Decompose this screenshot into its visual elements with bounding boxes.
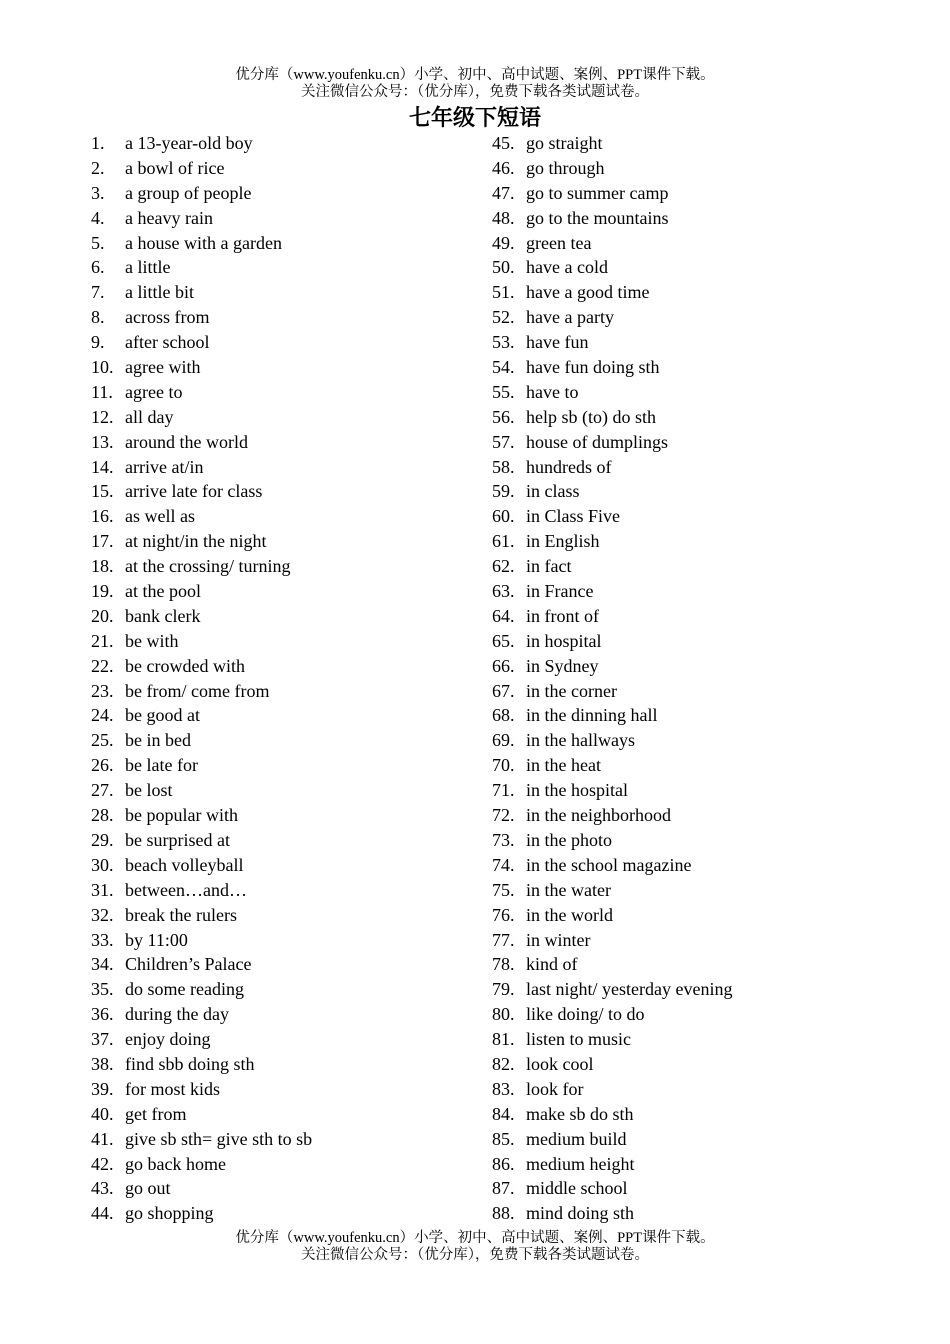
list-item	[91, 1052, 471, 1077]
item-phrase: beach volleyball	[125, 854, 244, 875]
item-number: 16.	[91, 506, 114, 527]
list-item	[91, 853, 471, 878]
item-number: 35.	[91, 979, 114, 1000]
item-phrase: go to the mountains	[526, 207, 669, 228]
item-number: 53.	[492, 332, 515, 353]
item-number: 27.	[91, 780, 114, 801]
item-number: 33.	[91, 929, 114, 950]
item-number: 88.	[492, 1203, 515, 1224]
list-item	[91, 504, 471, 529]
item-phrase: in winter	[526, 929, 591, 950]
list-item	[492, 156, 892, 181]
item-number: 61.	[492, 531, 515, 552]
list-item	[492, 1176, 892, 1201]
item-phrase: in the heat	[526, 755, 601, 776]
item-number: 68.	[492, 705, 515, 726]
item-number: 31.	[91, 879, 114, 900]
item-number: 23.	[91, 680, 114, 701]
item-phrase: go shopping	[125, 1203, 214, 1224]
item-number: 66.	[492, 655, 515, 676]
list-item	[91, 181, 471, 206]
item-number: 22.	[91, 655, 114, 676]
item-phrase: be in bed	[125, 730, 191, 751]
item-number: 47.	[492, 182, 515, 203]
item-phrase: get from	[125, 1103, 187, 1124]
list-item	[91, 1077, 471, 1102]
footer-site-line: 优分库（www.youfenku.cn）小学、初中、高中试题、案例、PPT课件下载。	[235, 1230, 715, 1246]
list-item	[91, 380, 471, 405]
list-item	[492, 405, 892, 430]
item-phrase: between…and…	[125, 879, 247, 900]
item-number: 60.	[492, 506, 515, 527]
item-phrase: in France	[526, 581, 594, 602]
list-item	[91, 1027, 471, 1052]
page-header	[0, 67, 950, 101]
item-number: 12.	[91, 406, 114, 427]
page-footer	[0, 1230, 950, 1264]
item-phrase: go to summer camp	[526, 182, 669, 203]
item-phrase: at the crossing/ turning	[125, 556, 291, 577]
item-number: 85.	[492, 1128, 515, 1149]
list-item	[492, 579, 892, 604]
item-phrase: go out	[125, 1178, 171, 1199]
list-item	[492, 928, 892, 953]
item-number: 19.	[91, 581, 114, 602]
list-item	[492, 1077, 892, 1102]
item-phrase: as well as	[125, 506, 195, 527]
item-number: 36.	[91, 1004, 114, 1025]
item-number: 75.	[492, 879, 515, 900]
item-phrase: by 11:00	[125, 929, 188, 950]
item-phrase: in the hospital	[526, 780, 628, 801]
item-number: 30.	[91, 854, 114, 875]
list-item	[492, 355, 892, 380]
list-item	[492, 529, 892, 554]
item-phrase: have fun doing sth	[526, 357, 660, 378]
item-number: 83.	[492, 1078, 515, 1099]
item-phrase: in class	[526, 481, 580, 502]
list-item	[91, 903, 471, 928]
item-number: 24.	[91, 705, 114, 726]
list-item	[91, 554, 471, 579]
item-phrase: Children’s Palace	[125, 954, 252, 975]
item-number: 2.	[91, 157, 105, 178]
item-phrase: a little	[125, 257, 171, 278]
list-item	[91, 654, 471, 679]
list-item	[91, 679, 471, 704]
item-phrase: arrive at/in	[125, 456, 204, 477]
item-phrase: in the neighborhood	[526, 805, 671, 826]
header-wechat-line: 关注微信公众号：（优分库），免费下载各类试题试卷。	[301, 84, 649, 100]
item-number: 73.	[492, 829, 515, 850]
list-item	[91, 778, 471, 803]
item-phrase: arrive late for class	[125, 481, 263, 502]
list-item	[91, 455, 471, 480]
list-item	[91, 728, 471, 753]
list-item	[91, 131, 471, 156]
list-item	[91, 355, 471, 380]
item-number: 18.	[91, 556, 114, 577]
list-item	[91, 255, 471, 280]
item-number: 3.	[91, 182, 105, 203]
item-phrase: a bowl of rice	[125, 157, 225, 178]
list-item	[91, 305, 471, 330]
item-number: 46.	[492, 157, 515, 178]
item-phrase: in the dinning hall	[526, 705, 658, 726]
item-phrase: have fun	[526, 332, 589, 353]
item-number: 71.	[492, 780, 515, 801]
item-number: 72.	[492, 805, 515, 826]
item-phrase: in front of	[526, 605, 599, 626]
list-item	[91, 803, 471, 828]
list-item	[91, 952, 471, 977]
item-number: 70.	[492, 755, 515, 776]
list-item	[492, 977, 892, 1002]
list-item	[492, 330, 892, 355]
item-phrase: enjoy doing	[125, 1029, 211, 1050]
item-number: 25.	[91, 730, 114, 751]
list-item	[91, 479, 471, 504]
item-number: 54.	[492, 357, 515, 378]
item-phrase: be crowded with	[125, 655, 245, 676]
item-phrase: do some reading	[125, 979, 244, 1000]
item-phrase: at the pool	[125, 581, 201, 602]
item-phrase: find sbb doing sth	[125, 1053, 255, 1074]
item-number: 41.	[91, 1128, 114, 1149]
item-phrase: like doing/ to do	[526, 1004, 645, 1025]
list-item	[91, 977, 471, 1002]
item-number: 21.	[91, 630, 114, 651]
item-phrase: agree with	[125, 357, 201, 378]
item-phrase: medium build	[526, 1128, 627, 1149]
header-site-line: 优分库（www.youfenku.cn）小学、初中、高中试题、案例、PPT课件下载。	[235, 67, 715, 83]
item-number: 7.	[91, 282, 105, 303]
item-phrase: help sb (to) do sth	[526, 406, 656, 427]
list-item	[492, 1027, 892, 1052]
list-item	[492, 903, 892, 928]
item-number: 52.	[492, 307, 515, 328]
list-item	[492, 430, 892, 455]
list-item	[492, 803, 892, 828]
phrase-list-left	[91, 131, 471, 1226]
list-item	[492, 778, 892, 803]
item-phrase: medium height	[526, 1153, 635, 1174]
item-phrase: have a cold	[526, 257, 608, 278]
item-number: 49.	[492, 232, 515, 253]
item-phrase: be from/ come from	[125, 680, 270, 701]
item-phrase: kind of	[526, 954, 578, 975]
item-phrase: in hospital	[526, 630, 602, 651]
item-number: 42.	[91, 1153, 114, 1174]
list-item	[492, 654, 892, 679]
item-phrase: break the rulers	[125, 904, 237, 925]
item-phrase: a 13-year-old boy	[125, 133, 253, 153]
item-number: 4.	[91, 207, 105, 228]
item-number: 28.	[91, 805, 114, 826]
list-item	[492, 479, 892, 504]
phrase-list-right	[492, 131, 892, 1226]
item-number: 6.	[91, 257, 105, 278]
item-number: 78.	[492, 954, 515, 975]
item-phrase: a little bit	[125, 282, 194, 303]
list-item	[492, 703, 892, 728]
item-phrase: for most kids	[125, 1078, 221, 1099]
item-number: 1.	[91, 133, 105, 153]
item-phrase: make sb do sth	[526, 1103, 634, 1124]
item-number: 82.	[492, 1053, 515, 1074]
list-item	[91, 629, 471, 654]
list-item	[492, 1102, 892, 1127]
item-number: 67.	[492, 680, 515, 701]
list-item	[91, 231, 471, 256]
item-number: 57.	[492, 431, 515, 452]
item-number: 74.	[492, 854, 515, 875]
item-phrase: agree to	[125, 381, 183, 402]
item-number: 50.	[492, 257, 515, 278]
list-item	[492, 305, 892, 330]
list-item	[492, 679, 892, 704]
item-number: 64.	[492, 605, 515, 626]
list-item	[91, 1002, 471, 1027]
item-phrase: middle school	[526, 1178, 628, 1199]
item-number: 26.	[91, 755, 114, 776]
item-number: 77.	[492, 929, 515, 950]
item-phrase: have a party	[526, 307, 614, 328]
list-item	[91, 1152, 471, 1177]
item-phrase: listen to music	[526, 1029, 631, 1050]
item-phrase: in Class Five	[526, 506, 621, 527]
list-item	[492, 1152, 892, 1177]
list-item	[492, 1127, 892, 1152]
item-phrase: be good at	[125, 705, 200, 726]
item-phrase: be lost	[125, 780, 173, 801]
item-phrase: around the world	[125, 431, 248, 452]
item-number: 55.	[492, 381, 515, 402]
item-phrase: in the photo	[526, 829, 612, 850]
item-phrase: all day	[125, 406, 174, 427]
item-number: 86.	[492, 1153, 515, 1174]
item-number: 39.	[91, 1078, 114, 1099]
item-number: 58.	[492, 456, 515, 477]
list-item	[91, 280, 471, 305]
item-phrase: last night/ yesterday evening	[526, 979, 733, 1000]
item-number: 5.	[91, 232, 105, 253]
item-phrase: give sb sth= give sth to sb	[125, 1128, 313, 1149]
list-item	[91, 753, 471, 778]
item-phrase: in the world	[526, 904, 613, 925]
item-phrase: in the water	[526, 879, 611, 900]
list-item	[492, 853, 892, 878]
item-phrase: in fact	[526, 556, 572, 577]
item-phrase: after school	[125, 332, 210, 353]
item-number: 80.	[492, 1004, 515, 1025]
item-number: 40.	[91, 1103, 114, 1124]
item-number: 10.	[91, 357, 114, 378]
item-phrase: a house with a garden	[125, 232, 282, 253]
list-item	[492, 255, 892, 280]
item-number: 13.	[91, 431, 114, 452]
item-phrase: be popular with	[125, 805, 238, 826]
item-phrase: hundreds of	[526, 456, 612, 477]
item-phrase: in Sydney	[526, 655, 599, 676]
item-number: 79.	[492, 979, 515, 1000]
item-phrase: bank clerk	[125, 605, 201, 626]
item-phrase: be surprised at	[125, 829, 230, 850]
item-number: 65.	[492, 630, 515, 651]
list-item	[91, 579, 471, 604]
item-number: 76.	[492, 904, 515, 925]
list-item	[492, 952, 892, 977]
list-item	[492, 1002, 892, 1027]
item-number: 37.	[91, 1029, 114, 1050]
item-number: 45.	[492, 133, 515, 153]
item-number: 51.	[492, 282, 515, 303]
item-number: 56.	[492, 406, 515, 427]
item-number: 69.	[492, 730, 515, 751]
list-item	[492, 753, 892, 778]
list-item	[492, 1201, 892, 1226]
footer-wechat-line: 关注微信公众号：（优分库），免费下载各类试题试卷。	[301, 1247, 649, 1263]
list-item	[492, 380, 892, 405]
item-number: 43.	[91, 1178, 114, 1199]
list-item	[91, 1102, 471, 1127]
item-phrase: go straight	[526, 133, 603, 153]
item-number: 48.	[492, 207, 515, 228]
list-item	[492, 828, 892, 853]
list-item	[91, 405, 471, 430]
item-phrase: green tea	[526, 232, 592, 253]
list-item	[492, 554, 892, 579]
item-number: 59.	[492, 481, 515, 502]
item-number: 29.	[91, 829, 114, 850]
list-item	[492, 181, 892, 206]
item-number: 32.	[91, 904, 114, 925]
item-phrase: during the day	[125, 1004, 229, 1025]
list-item	[492, 1052, 892, 1077]
list-item	[91, 156, 471, 181]
list-item	[492, 455, 892, 480]
item-phrase: look cool	[526, 1053, 594, 1074]
list-item	[91, 1127, 471, 1152]
list-item	[91, 878, 471, 903]
list-item	[492, 206, 892, 231]
list-item	[492, 131, 892, 156]
item-phrase: have to	[526, 381, 579, 402]
list-item	[91, 330, 471, 355]
list-item	[91, 703, 471, 728]
item-phrase: go back home	[125, 1153, 226, 1174]
list-item	[91, 1176, 471, 1201]
item-number: 63.	[492, 581, 515, 602]
list-item	[492, 504, 892, 529]
item-number: 34.	[91, 954, 114, 975]
page-title: 七年级下短语	[408, 105, 541, 130]
list-item	[492, 604, 892, 629]
item-phrase: a heavy rain	[125, 207, 213, 228]
item-number: 44.	[91, 1203, 114, 1224]
item-phrase: look for	[526, 1078, 584, 1099]
item-number: 81.	[492, 1029, 515, 1050]
list-item	[91, 604, 471, 629]
item-phrase: in the corner	[526, 680, 617, 701]
item-phrase: a group of people	[125, 182, 252, 203]
item-number: 11.	[91, 381, 113, 402]
item-phrase: mind doing sth	[526, 1203, 635, 1224]
list-item	[91, 1201, 471, 1226]
item-phrase: be late for	[125, 755, 198, 776]
list-item	[492, 728, 892, 753]
list-item	[492, 878, 892, 903]
item-number: 9.	[91, 332, 105, 353]
list-item	[91, 529, 471, 554]
item-phrase: across from	[125, 307, 210, 328]
item-number: 62.	[492, 556, 515, 577]
item-number: 20.	[91, 605, 114, 626]
item-number: 84.	[492, 1103, 515, 1124]
list-item	[492, 629, 892, 654]
item-phrase: in the hallways	[526, 730, 635, 751]
item-phrase: in English	[526, 531, 600, 552]
list-item	[492, 231, 892, 256]
list-item	[91, 928, 471, 953]
item-number: 8.	[91, 307, 105, 328]
item-phrase: have a good time	[526, 282, 650, 303]
item-number: 38.	[91, 1053, 114, 1074]
item-number: 17.	[91, 531, 114, 552]
item-phrase: go through	[526, 157, 605, 178]
item-number: 87.	[492, 1178, 515, 1199]
list-item	[492, 280, 892, 305]
item-number: 14.	[91, 456, 114, 477]
list-item	[91, 206, 471, 231]
item-number: 15.	[91, 481, 114, 502]
item-phrase: in the school magazine	[526, 854, 692, 875]
item-phrase: at night/in the night	[125, 531, 267, 552]
list-item	[91, 828, 471, 853]
item-phrase: be with	[125, 630, 179, 651]
item-phrase: house of dumplings	[526, 431, 668, 452]
list-item	[91, 430, 471, 455]
